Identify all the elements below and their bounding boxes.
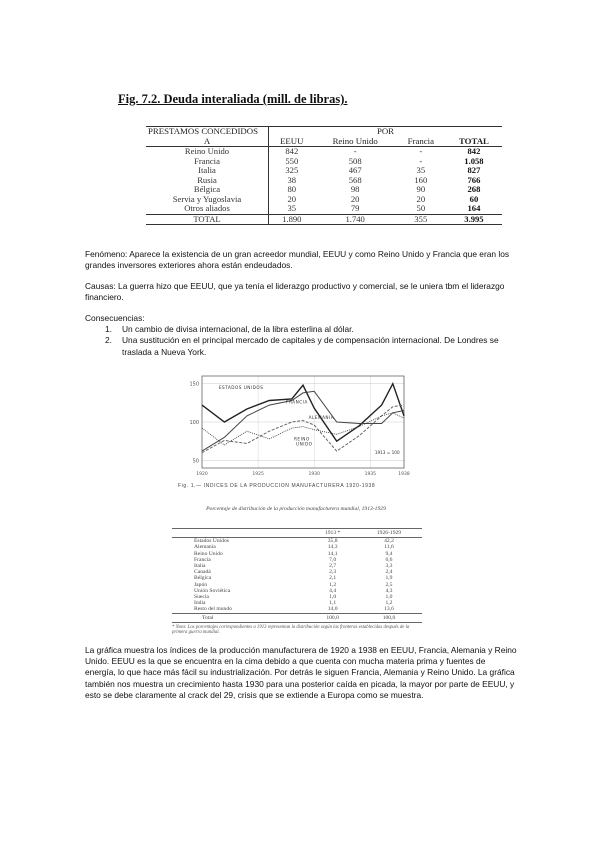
consequences-block (85, 313, 525, 358)
cell-a: 14,1 (327, 550, 338, 557)
cell-eeuu: 38 (269, 176, 315, 186)
header-blank (172, 529, 309, 538)
cell-b: 6,6 (385, 556, 393, 563)
cell-a: 1,0 (329, 594, 337, 601)
row-name: Alemania (194, 544, 216, 551)
x-tick-label: 1920 (196, 472, 208, 477)
table-row (146, 204, 502, 214)
list-text: Un cambio de divisa internacional, de la libra esterlina al dólar. (122, 324, 354, 335)
cell-b: 13,6 (384, 606, 394, 613)
cell-fr: 160 (414, 174, 428, 185)
cell-total: 268 (467, 184, 481, 194)
cell-ru: 467 (348, 165, 362, 175)
table-row (172, 606, 422, 613)
cell-ru: 1.740 (315, 214, 396, 225)
row-name: India (194, 600, 206, 607)
cell-eeuu: 20 (269, 195, 315, 205)
list-item (85, 335, 525, 357)
cell-ru: 20 (350, 193, 360, 204)
cell-total: 60 (469, 193, 479, 204)
cell-fr: 35 (416, 165, 426, 175)
row-name: Reino Unido (146, 147, 269, 157)
row-name: Total (172, 613, 309, 622)
row-name: Resto del mundo (194, 606, 232, 613)
cell-eeuu: 1.890 (269, 214, 315, 225)
cell-eeuu: 35 (269, 204, 315, 214)
row-name: Unión Soviética (194, 587, 231, 594)
col-1913: 1913 * (309, 529, 356, 538)
cell-b: 9,4 (385, 550, 393, 557)
figure-title: Fig. 7.2. Deuda interaliada (mill. de libras). (118, 92, 348, 106)
cell-b: 2,4 (385, 569, 393, 576)
list-text: Una sustitución en el principal mercado de capitales y de compensación internacional. De Londres se traslada a Nueva York. (122, 335, 499, 357)
row-name: Rusia (197, 174, 217, 185)
cell-eeuu: 550 (269, 157, 315, 167)
cell-ru: 568 (348, 174, 362, 185)
row-name: Estados Unidos (194, 538, 229, 545)
x-tick-label: 1938 (398, 472, 410, 477)
cell-b: 1,2 (385, 600, 393, 607)
cell-b: 100,0 (356, 613, 422, 622)
cell-eeuu: 80 (269, 185, 315, 195)
table-row (172, 538, 422, 545)
cell-a: 4,4 (329, 587, 337, 594)
row-name: Francia (194, 155, 220, 166)
list-number: 1. (105, 324, 112, 335)
cell-total: 1.058 (464, 155, 484, 166)
row-name: Bélgica (194, 575, 212, 582)
cell-a: 2,7 (329, 563, 337, 570)
chart-labels (189, 382, 409, 477)
cell-a: 1,2 (329, 581, 337, 588)
cell-ru: 79 (350, 203, 360, 213)
cell-ru: 508 (348, 155, 362, 166)
debt-table-header-row-1 (146, 127, 502, 137)
cell-total: 164 (467, 203, 481, 213)
series-label: FRANCIA (286, 399, 308, 405)
y-tick-label: 100 (189, 420, 199, 426)
row-name: Japón (194, 581, 208, 588)
x-tick-label: 1930 (308, 472, 320, 477)
cell-fr: 50 (416, 203, 426, 213)
production-table-body (172, 538, 422, 613)
col-reino-unido: Reino Unido (332, 135, 378, 146)
x-tick-label: 1925 (252, 472, 264, 477)
cell-a: 7,0 (329, 556, 337, 563)
y-tick-label: 50 (192, 458, 199, 465)
consequences-title: Consecuencias: (85, 313, 145, 323)
cell-b: 2,5 (385, 581, 393, 588)
cell-total: 766 (467, 174, 481, 185)
header-prestamos: PRESTAMOS CONCEDIDOS (146, 127, 269, 137)
cell-b: 1,0 (385, 594, 393, 601)
col-eeuu: EEUU (269, 137, 315, 147)
cell-b: 3,3 (385, 563, 393, 570)
cell-fr: - (396, 147, 446, 157)
row-name: TOTAL (146, 214, 269, 225)
cell-fr: 90 (416, 184, 426, 194)
cell-a: 14,0 (327, 606, 338, 613)
production-index-chart (172, 368, 422, 493)
chart-caption: Fig. 1.— INDICES DE LA PRODUCCION MANUFACTURERA 1920-1938 (178, 483, 376, 489)
row-name: Otros aliados (184, 203, 230, 213)
cell-fr: 20 (416, 193, 426, 204)
header-a: A (203, 135, 211, 146)
cell-total: 827 (467, 165, 481, 175)
cell-b: 11,6 (384, 544, 394, 551)
table-total-row (146, 214, 502, 225)
production-table-title: Porcentaje de distribución de la producción manufacturera mundial, 1913-1929 (206, 506, 386, 512)
cell-b: 1,9 (385, 575, 393, 582)
series-label: ALEMANIA (308, 414, 335, 420)
production-table-total (172, 613, 422, 622)
y-tick-label: 150 (189, 381, 199, 388)
cell-b: 42,2 (384, 538, 394, 545)
col-1926-1929: 1926-1929 (356, 529, 422, 538)
cell-a: 14,3 (327, 544, 338, 551)
col-francia: Francia (407, 135, 435, 146)
production-table-note: * Nota: Los porcentajes correspondientes a 1913 representan la distribución según las fronteras establecidas después de la primera guerra mundial. (172, 625, 410, 636)
cell-a: 2,3 (329, 569, 337, 576)
series-line-estados-unidos (202, 384, 404, 442)
production-table (172, 528, 422, 623)
x-tick-label: 1935 (364, 472, 377, 477)
cell-ru: - (315, 147, 396, 157)
paragraph-fenomeno: Fenómeno: Aparece la existencia de un gran acreedor mundial, EEUU y como Reino Unido y Francia que eran los grandes inversores exteriores ahora están endeudados. (85, 249, 510, 271)
cell-eeuu: 842 (269, 147, 315, 157)
col-total: TOTAL (458, 135, 489, 146)
paragraph-causas: Causas: La guerra hizo que EEUU, que ya tenía el liderazgo productivo y comercial, se le uniera tbm el liderazgo financiero. (85, 281, 505, 303)
debt-table-header-row-2 (146, 137, 502, 147)
cell-ru: 98 (350, 184, 360, 194)
cell-a: 2,1 (329, 575, 337, 582)
cell-fr: 355 (396, 214, 446, 225)
cell-a: 100,0 (309, 613, 356, 622)
list-item (85, 324, 525, 335)
table-row (146, 147, 502, 157)
consequences-list (85, 324, 525, 358)
row-name: Francia (194, 556, 211, 563)
debt-table (146, 126, 502, 225)
row-name: Bélgica (193, 184, 221, 194)
cell-fr: - (419, 155, 423, 166)
row-name: Reino Unido (194, 550, 223, 557)
series-label: REINO UNIDO (294, 436, 313, 447)
cell-total: 3.995 (446, 214, 502, 225)
header-por: POR (269, 127, 503, 137)
row-name: Suecia (194, 594, 209, 601)
cell-a: 35,8 (327, 538, 338, 545)
production-table-header (172, 529, 422, 538)
list-number: 2. (105, 335, 112, 346)
row-name: Italia (198, 165, 216, 175)
row-name: Italia (194, 563, 206, 570)
series-label: ESTADOS UNIDOS (218, 385, 264, 391)
cell-a: 1,1 (329, 600, 337, 607)
paragraph-final: La gráfica muestra los índices de la producción manufacturera de 1920 a 1938 en EEUU, Francia, Alemania y Reino Unido. EEUU es la que se encuentra en la cima debido a que cuenta con mucha materia prima y fuentes de energía, lo que hace más fácil su industrialización. Por detrás le siguen Francia, Alemania y Reino Unido. La gráfica también nos muestra un crecimiento hasta 1930 para una posterior caída en picada, la mayor por parte de EEUU, y esto se debe claramente al crack del 29, crisis que se extiende a Europa como se muestra. (85, 645, 517, 700)
cell-total: 842 (446, 147, 502, 157)
row-name: Servia y Yugoslavia (172, 193, 242, 204)
row-name: Canadá (194, 569, 211, 576)
cell-b: 4,3 (385, 587, 393, 594)
cell-eeuu: 325 (269, 166, 315, 176)
base-note: 1913 = 100 (374, 450, 400, 456)
